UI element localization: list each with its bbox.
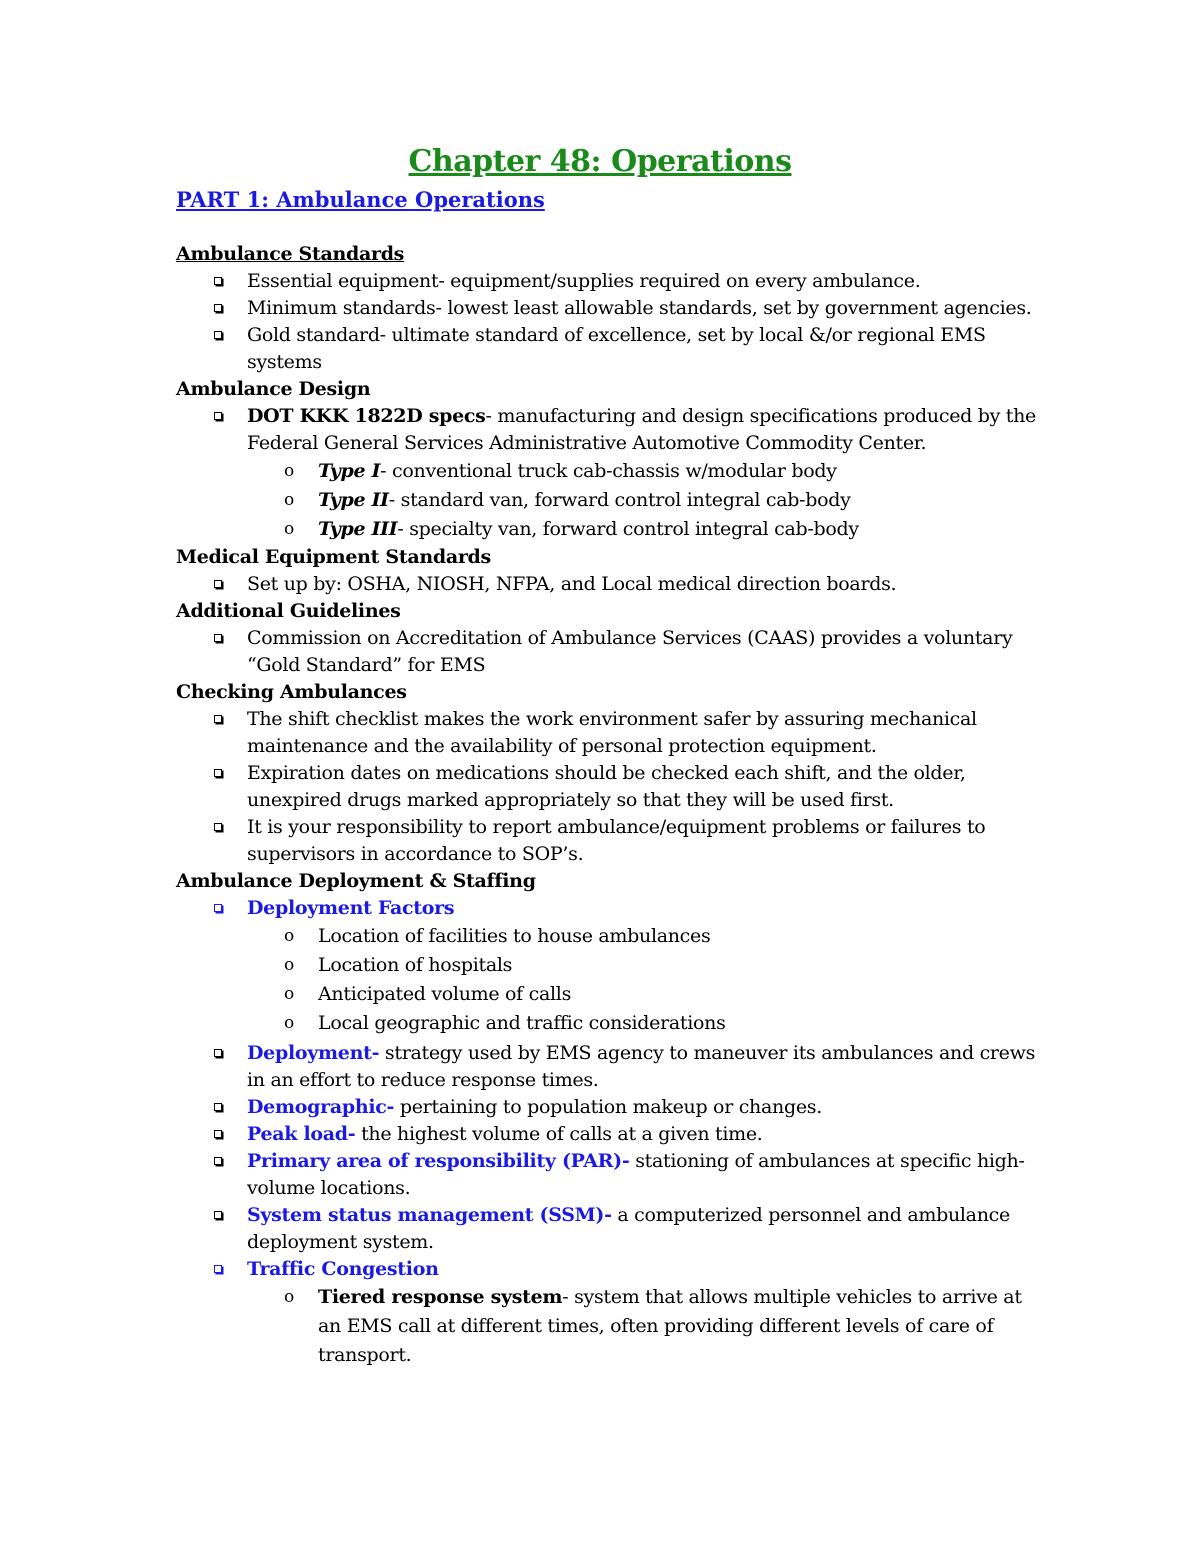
square-bullet-icon [214, 715, 222, 723]
square-bullet-icon [214, 1130, 222, 1138]
sub-list-item: o Type I- conventional truck cab-chassis w/modular body [176, 457, 1036, 486]
square-bullet-icon [214, 769, 222, 777]
list-item: Gold standard- ultimate standard of excellence, set by local &/or regional EMS systems [176, 322, 1036, 376]
square-bullet-icon [214, 904, 222, 912]
sub-list-item: o Location of facilities to house ambulances [176, 922, 1036, 951]
circle-bullet-icon: o [284, 490, 294, 510]
square-bullet-icon [214, 331, 222, 339]
square-bullet-icon [214, 412, 222, 420]
square-bullet-icon [214, 1157, 222, 1165]
circle-bullet-icon: o [284, 461, 294, 481]
list-item: DOT KKK 1822D specs- manufacturing and design specifications produced by the Federal General Services Administrative Automotive Commodity Center. [176, 403, 1036, 457]
circle-bullet-icon: o [284, 1287, 294, 1307]
chapter-title: Chapter 48: Operations [408, 144, 792, 179]
sub-list-item: o Anticipated volume of calls [176, 980, 1036, 1009]
sub-list-item: o Local geographic and traffic considerations [176, 1009, 1036, 1038]
sub-list-item: o Location of hospitals [176, 951, 1036, 980]
circle-bullet-icon: o [284, 926, 294, 946]
list-item: Peak load- the highest volume of calls at a given time. [176, 1121, 1036, 1148]
square-bullet-icon [214, 1265, 222, 1273]
square-bullet-icon [214, 580, 222, 588]
square-bullet-icon [214, 1103, 222, 1111]
list-item: Commission on Accreditation of Ambulance Services (CAAS) provides a voluntary “Gold Standard” for EMS [176, 625, 1036, 679]
list-item: Set up by: OSHA, NIOSH, NFPA, and Local medical direction boards. [176, 571, 1036, 598]
part-heading: PART 1: Ambulance Operations [176, 187, 545, 212]
list-item: Deployment- strategy used by EMS agency to maneuver its ambulances and crews in an effort to reduce response times. [176, 1040, 1036, 1094]
section-heading-design: Ambulance Design [176, 378, 371, 400]
list-item: System status management (SSM)- a computerized personnel and ambulance deployment system. [176, 1202, 1036, 1256]
square-bullet-icon [214, 634, 222, 642]
circle-bullet-icon: o [284, 955, 294, 975]
sub-list-item: o Type III- specialty van, forward control integral cab-body [176, 515, 1036, 544]
square-bullet-icon [214, 1049, 222, 1057]
section-heading-checking: Checking Ambulances [176, 681, 407, 703]
list-item: Demographic- pertaining to population makeup or changes. [176, 1094, 1036, 1121]
section-heading-medical: Medical Equipment Standards [176, 546, 491, 568]
sub-list-item: o Tiered response system- system that allows multiple vehicles to arrive at an EMS call at different times, often providing different levels of care of transport. [176, 1283, 1036, 1370]
circle-bullet-icon: o [284, 1013, 294, 1033]
circle-bullet-icon: o [284, 984, 294, 1004]
section-heading-standards: Ambulance Standards [176, 243, 405, 265]
square-bullet-icon [214, 304, 222, 312]
list-item: The shift checklist makes the work environment safer by assuring mechanical maintenance and the availability of personal protection equipment. [176, 706, 1036, 760]
list-item: Primary area of responsibility (PAR)- stationing of ambulances at specific high-volume locations. [176, 1148, 1036, 1202]
square-bullet-icon [214, 277, 222, 285]
section-heading-deployment: Ambulance Deployment & Staffing [176, 870, 536, 892]
circle-bullet-icon: o [284, 519, 294, 539]
list-item: Deployment Factors [176, 895, 1036, 922]
section-heading-additional: Additional Guidelines [176, 600, 401, 622]
square-bullet-icon [214, 1211, 222, 1219]
document-body [176, 241, 1036, 1370]
list-item: Traffic Congestion [176, 1256, 1036, 1283]
sub-list-item: o Type II- standard van, forward control integral cab-body [176, 486, 1036, 515]
list-item: Expiration dates on medications should be checked each shift, and the older, unexpired drugs marked appropriately so that they will be used first. [176, 760, 1036, 814]
square-bullet-icon [214, 823, 222, 831]
list-item: It is your responsibility to report ambulance/equipment problems or failures to supervisors in accordance to SOP’s. [176, 814, 1036, 868]
list-item: Minimum standards- lowest least allowable standards, set by government agencies. [176, 295, 1036, 322]
list-item: Essential equipment- equipment/supplies required on every ambulance. [176, 268, 1036, 295]
